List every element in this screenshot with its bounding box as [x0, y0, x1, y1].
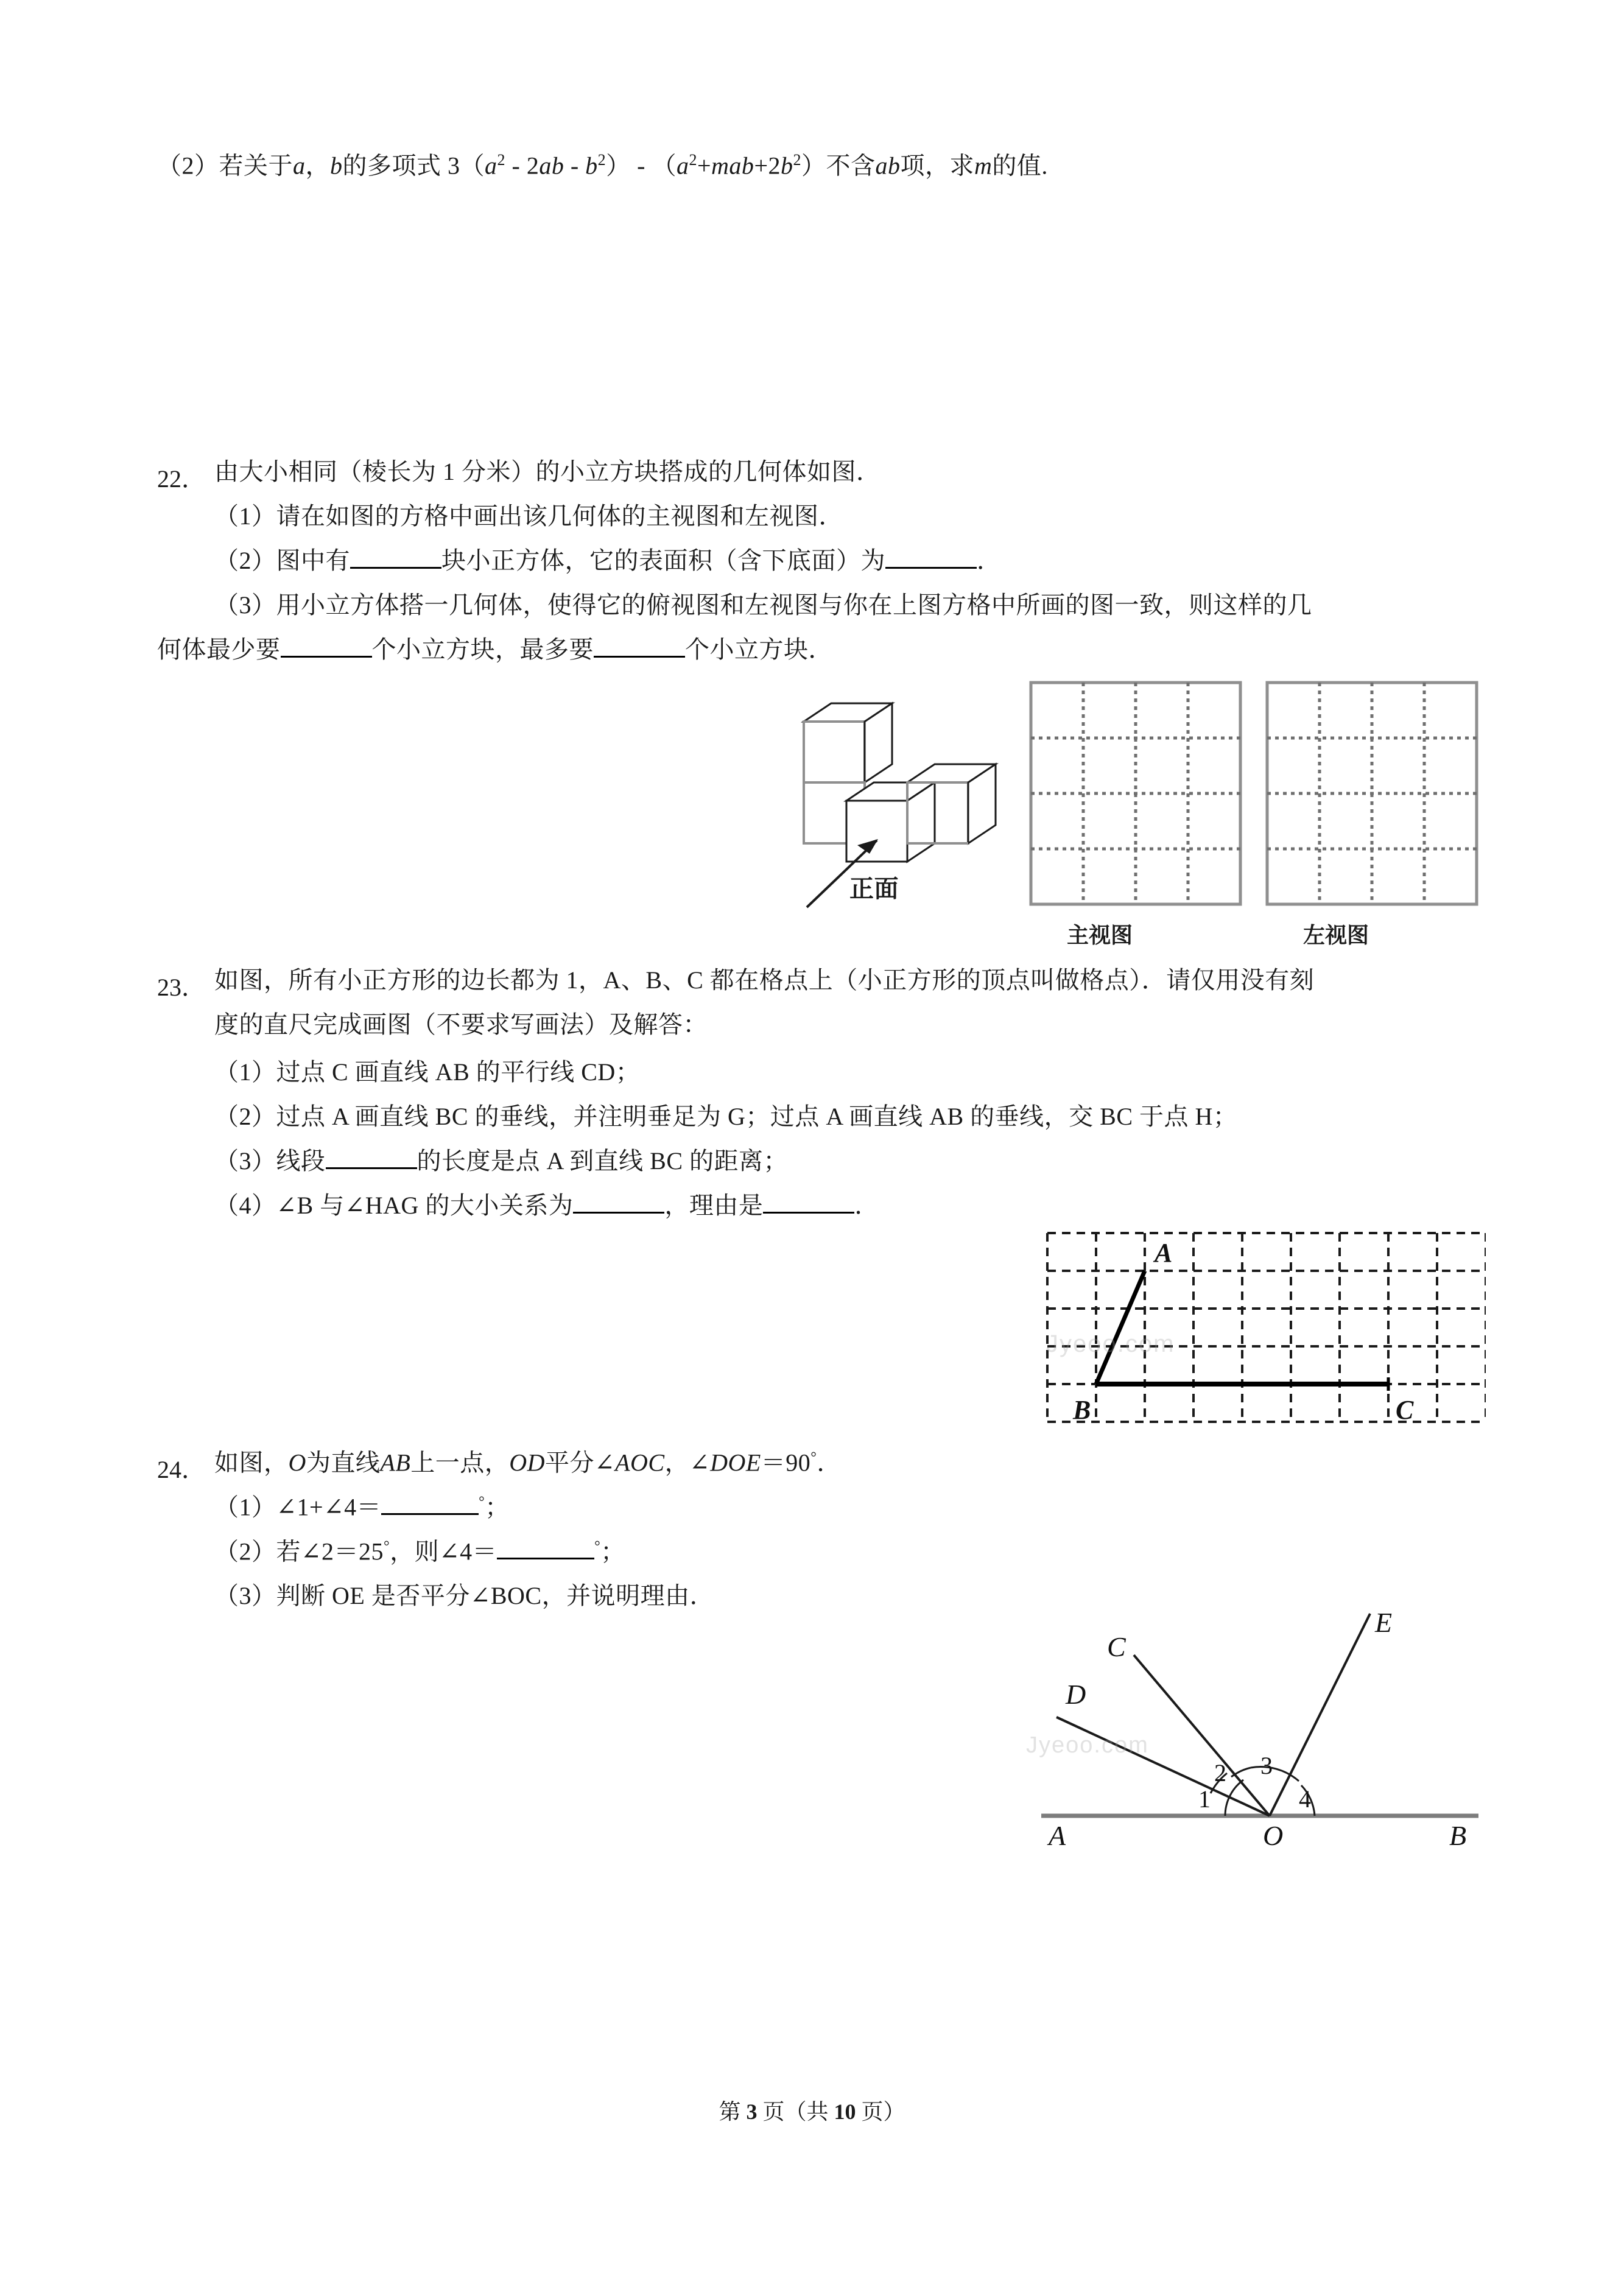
- q24-stem: [214, 1450, 842, 1475]
- q24-sub2-degree-2: °: [594, 1539, 601, 1555]
- footer-mid: 页（共: [762, 2100, 829, 2124]
- svg-text:4: 4: [1299, 1785, 1311, 1813]
- q24-stem-f: ＝90: [761, 1449, 811, 1477]
- q22-sub3-line2: [157, 638, 833, 662]
- q24-blank-angle1-plus-angle4[interactable]: [381, 1513, 479, 1515]
- q22-stem: 由大小相同（棱长为 1 分米）的小立方块搭成的几何体如图．: [214, 458, 881, 485]
- q21-part2-text-b: 的多项式 3（: [342, 152, 485, 180]
- svg-text:O: O: [1263, 1820, 1284, 1851]
- q21-part2-text-c: 项，求: [900, 152, 974, 180]
- q21-part2-label: （2）: [157, 152, 219, 180]
- q24-sub1-text-b: ；: [485, 1493, 510, 1521]
- svg-text:C: C: [1107, 1631, 1126, 1662]
- q22-caption-front-view: 主视图: [1067, 923, 1133, 947]
- q24-stem-degree: °: [810, 1450, 817, 1466]
- q22-blank-count[interactable]: [350, 567, 441, 569]
- q23-sub4-text-b: ，理由是: [664, 1192, 764, 1219]
- q24-sub2-text-a: （2）若∠2＝25: [214, 1538, 384, 1566]
- q21-term3-exp: 2: [689, 151, 697, 169]
- q23-blank-segment[interactable]: [326, 1167, 417, 1169]
- q21-term1-minus: -: [564, 152, 586, 180]
- q21-comma-1: ，: [305, 152, 330, 180]
- q21-term3-mab: mab: [711, 152, 754, 180]
- q21-close-2: ）不含: [801, 152, 876, 180]
- q23-sub3-text-a: （3）线段: [214, 1147, 326, 1175]
- svg-text:B: B: [1073, 1395, 1091, 1425]
- q24-sub3: （3）判断 OE 是否平分∠BOC，并说明理由．: [214, 1582, 715, 1609]
- svg-text:E: E: [1375, 1607, 1393, 1638]
- q24-number: 24．: [157, 1456, 206, 1483]
- q21-term2-base: b: [585, 152, 598, 180]
- q23-blank-relation[interactable]: [573, 1212, 664, 1214]
- q24-sub1-degree: °: [479, 1494, 485, 1510]
- q21-term1-mid: - 2: [505, 152, 540, 180]
- q22-caption-left-view: 左视图: [1303, 923, 1369, 947]
- q23-sub2: （2）过点 A 画直线 BC 的垂线，并注明垂足为 G；过点 A 画直线 AB 的垂线，交 BC 于点 H；: [214, 1103, 1238, 1130]
- q21-term4-exp: 2: [793, 151, 801, 169]
- q22-sub3-text-c: 个小立方块，最多要: [371, 636, 594, 663]
- q24-stem-angle-doe: DOE: [710, 1449, 761, 1477]
- svg-text:3: 3: [1260, 1752, 1273, 1779]
- q22-sub2-text-b: 块小正方体，它的表面积（含下底面）为: [441, 547, 885, 574]
- svg-text:C: C: [1396, 1395, 1414, 1425]
- q22-blank-surface-area[interactable]: [885, 567, 977, 569]
- q22-sub3-text-b: 何体最少要: [157, 636, 281, 663]
- q23-blank-reason[interactable]: [763, 1212, 854, 1214]
- q21-term2-exp: 2: [597, 151, 606, 169]
- svg-text:2: 2: [1214, 1759, 1226, 1787]
- q24-sub1-text-a: （1）∠1+∠4＝: [214, 1493, 382, 1521]
- q23-sub3-text-b: 的长度是点 A 到直线 BC 的距离；: [417, 1147, 789, 1175]
- q23-sub4-line: [214, 1193, 879, 1218]
- q21-part2-line: [157, 152, 1048, 178]
- q21-part2-text-a: 若关于: [219, 152, 293, 180]
- q22-sub1: （1）请在如图的方格中画出该几何体的主视图和左视图．: [214, 502, 843, 530]
- q24-stem-angle-aoc: AOC: [615, 1449, 665, 1477]
- q22-left-view-grid[interactable]: [1265, 681, 1478, 906]
- q24-stem-a: 如图，: [214, 1449, 289, 1477]
- q22-number: 22．: [157, 465, 206, 493]
- svg-text:1: 1: [1198, 1785, 1211, 1813]
- q22-sub3-line1: （3）用小立方体搭一几何体，使得它的俯视图和左视图与你在上图方格中所画的图一致，则这样的几: [214, 591, 1312, 619]
- q22-sub2-line: [214, 549, 1002, 573]
- q24-stem-point-o: O: [288, 1449, 306, 1477]
- q24-sub1-line: [214, 1495, 510, 1519]
- q22-sub2-text-a: （2）图中有: [214, 547, 350, 574]
- q21-part2-text-d: 的值.: [992, 152, 1048, 180]
- q21-term4-base: b: [781, 152, 793, 180]
- q23-stem-line1: 如图，所有小正方形的边长都为 1，A、B、C 都在格点上（小正方形的顶点叫做格点）．请仅用没有刻: [214, 966, 1315, 994]
- q23-sub4-text-c: ．: [854, 1192, 879, 1219]
- svg-text:B: B: [1449, 1820, 1467, 1851]
- q22-blank-min[interactable]: [281, 656, 372, 658]
- q24-stem-g: ．: [817, 1449, 842, 1477]
- q24-stem-line-ab: AB: [380, 1449, 411, 1477]
- q23-number: 23．: [157, 974, 206, 1001]
- q21-term3-plus2: +2: [754, 152, 781, 180]
- footer-suffix: 页）: [861, 2100, 905, 2124]
- q24-sub2-text-c: ；: [600, 1538, 625, 1566]
- q24-stem-e: ，∠: [664, 1449, 711, 1477]
- q23-sub3-line: [214, 1149, 788, 1173]
- q22-cube-figure: [786, 688, 1047, 932]
- footer-prefix: 第: [719, 2100, 741, 2124]
- q22-blank-max[interactable]: [594, 656, 685, 658]
- q24-stem-c: 上一点，: [410, 1449, 510, 1477]
- q24-stem-b: 为直线: [306, 1449, 381, 1477]
- svg-text:A: A: [1155, 1238, 1173, 1268]
- q21-term1-exp: 2: [497, 151, 505, 169]
- q23-sub1: （1）过点 C 画直线 AB 的平行线 CD；: [214, 1058, 641, 1086]
- q21-var-a: a: [293, 152, 306, 180]
- footer-page-number: 3: [746, 2100, 758, 2124]
- watermark-q23: Jyeoo.com: [1046, 1330, 1175, 1357]
- page-footer: [0, 2095, 1624, 2126]
- q24-stem-d: 平分∠: [545, 1449, 616, 1477]
- q24-sub2-line: [214, 1539, 625, 1564]
- q21-term3-plus: +: [697, 152, 712, 180]
- q22-sub2-text-c: ．: [977, 547, 1002, 574]
- q24-stem-ray-od: OD: [509, 1449, 546, 1477]
- q22-front-view-grid[interactable]: [1029, 681, 1242, 906]
- q24-sub2-text-b: ，则∠4＝: [390, 1538, 497, 1566]
- q21-term3-base: a: [676, 152, 689, 180]
- q22-sub3-text-d: 个小立方块．: [685, 636, 833, 663]
- svg-text:A: A: [1049, 1820, 1066, 1851]
- q23-sub4-text-a: （4）∠B 与∠HAG 的大小关系为: [214, 1192, 574, 1219]
- footer-total-pages: 10: [834, 2100, 856, 2124]
- svg-text:D: D: [1066, 1679, 1086, 1710]
- watermark-q24: Jyeoo.com: [1026, 1732, 1149, 1758]
- q21-var-b: b: [330, 152, 343, 180]
- q22-front-label: 正面: [849, 875, 899, 902]
- q24-blank-angle4[interactable]: [497, 1558, 594, 1559]
- q21-term1-ab: ab: [539, 152, 564, 180]
- q23-stem-line2: 度的直尺完成画图（不要求写画法）及解答：: [214, 1011, 708, 1038]
- q21-ab-term: ab: [875, 152, 901, 180]
- q21-var-m: m: [974, 152, 993, 180]
- q24-sub2-degree-1: °: [384, 1539, 390, 1555]
- q21-term1-base: a: [485, 152, 497, 180]
- q21-close-1: ） - （: [606, 152, 677, 180]
